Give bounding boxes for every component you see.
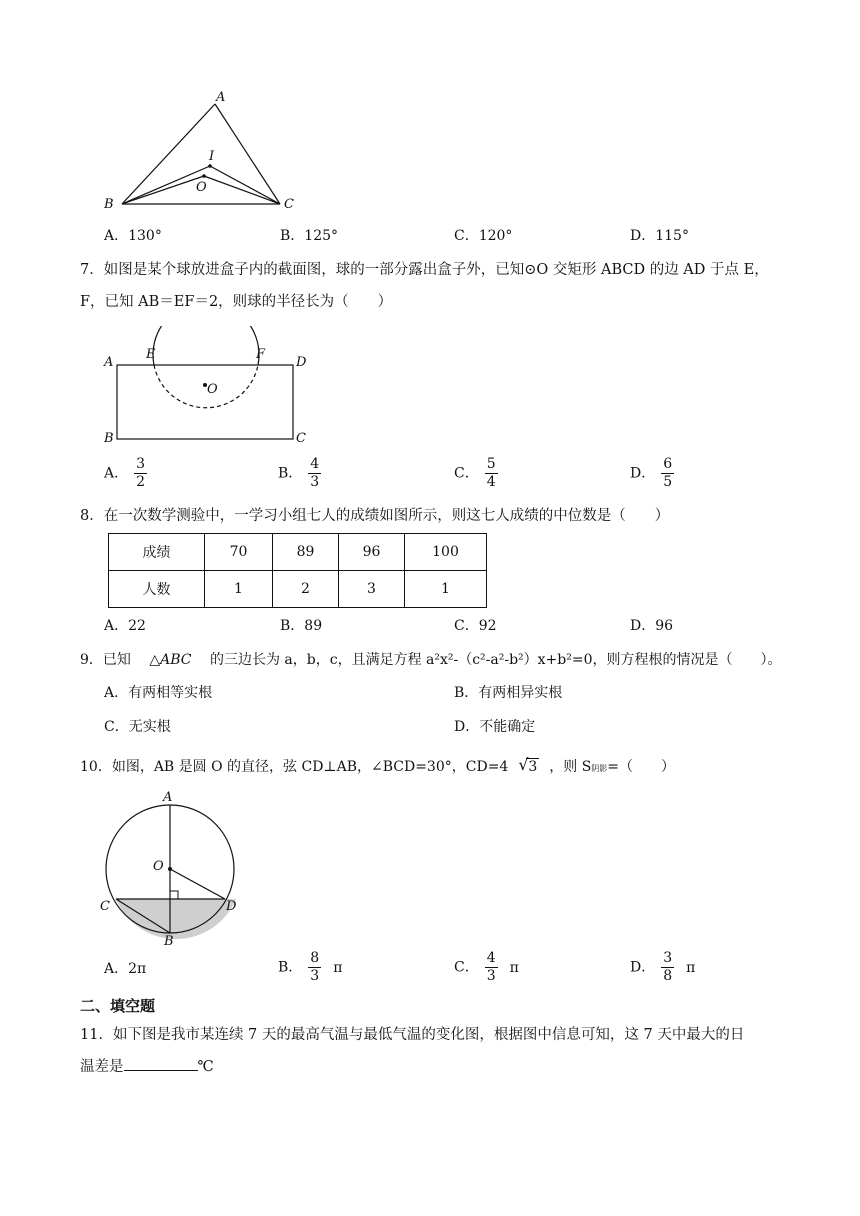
label-D: D <box>296 355 307 370</box>
q10-option-d: D． $\frac{3}{8}$ π <box>630 950 696 984</box>
q9-option-b: B．有两相异实根 <box>454 685 563 701</box>
table-cell: 96 <box>339 534 405 571</box>
table-cell: 1 <box>205 571 273 608</box>
table-cell: 2 <box>273 571 339 608</box>
q8-option-a: A．22 <box>104 618 146 634</box>
q8-option-b: B．89 <box>280 618 323 634</box>
table-cell: 70 <box>205 534 273 571</box>
q7-option-d: D． $\frac{6}{5}$ <box>630 456 673 490</box>
q6-option-c: C．120° <box>454 228 513 244</box>
label-O: O <box>207 382 218 397</box>
table-cell: 人数 <box>109 571 205 608</box>
q6-option-d: D．115° <box>630 228 689 244</box>
table-row <box>109 534 487 571</box>
label-C: C <box>284 197 294 212</box>
q10-option-c: C． $\frac{4}{3}$ π <box>454 950 519 984</box>
circle-figure-q10 <box>96 788 256 948</box>
q11-stem-line1: 11．如下图是我市某连续 7 天的最高气温与最低气温的变化图，根据图中信息可知，这 7 天中最大的日 <box>80 1027 745 1043</box>
q9-option-c: C．无实根 <box>104 719 171 735</box>
q6-option-b: B．125° <box>280 228 339 244</box>
label-O: O <box>153 859 164 874</box>
table-cell: 3 <box>339 571 405 608</box>
label-B: B <box>104 431 114 446</box>
label-O: O <box>196 180 207 195</box>
table-cell: 1 <box>405 571 487 608</box>
label-E: E <box>146 347 156 362</box>
q7-option-b: B． $\frac{4}{3}$ <box>278 456 320 490</box>
label-C: C <box>296 431 306 446</box>
q10-stem: 10．如图，AB 是圆 O 的直径，弦 CD⊥AB，∠BCD=30°，CD=4 √ 3 ，则 S阴影=（ ） <box>80 755 676 775</box>
q10-option-b: B． $\frac{8}{3}$ π <box>278 950 343 984</box>
label-A: A <box>104 355 114 370</box>
q8-option-d: D．96 <box>630 618 674 634</box>
q10-option-a: A．2π <box>104 961 147 977</box>
q7-option-c: C． $\frac{5}{4}$ <box>454 456 496 490</box>
scores-table <box>108 533 487 608</box>
q6-option-a: A．130° <box>104 228 162 244</box>
table-cell: 89 <box>273 534 339 571</box>
q7-stem-line2: F，已知 AB＝EF＝2，则球的半径长为（ ） <box>80 294 393 310</box>
table-cell: 100 <box>405 534 487 571</box>
q11-stem-line2: 温差是 ℃ <box>80 1059 214 1075</box>
box-ball-figure-q7 <box>100 326 320 446</box>
q9-option-d: D．不能确定 <box>454 719 536 735</box>
q7-option-a: A． $\frac{3}{2}$ <box>104 456 146 490</box>
label-B: B <box>164 934 174 948</box>
section-heading: 二、填空题 <box>80 997 156 1015</box>
sqrt-3: √ 3 <box>518 755 538 775</box>
label-A: A <box>163 790 173 805</box>
label-A: A <box>216 90 226 105</box>
q9-stem: 9．已知 △ABC 的三边长为 a，b，c，且满足方程 a²x²-（c²-a²-b²）x+b²=0，则方程根的情况是（ ）。 <box>80 652 782 668</box>
q8-option-c: C．92 <box>454 618 497 634</box>
label-D: D <box>226 899 237 914</box>
answer-blank[interactable] <box>124 1057 198 1071</box>
label-I: I <box>209 149 215 164</box>
label-C: C <box>100 899 110 914</box>
triangle-abc: △ABC <box>149 652 192 668</box>
label-B: B <box>104 197 114 212</box>
q9-option-a: A．有两相等实根 <box>104 685 213 701</box>
q8-stem: 8．在一次数学测验中，一学习小组七人的成绩如图所示，则这七人成绩的中位数是（ ） <box>80 508 670 524</box>
table-cell: 成绩 <box>109 534 205 571</box>
table-row <box>109 571 487 608</box>
label-F: F <box>256 347 266 362</box>
q7-stem-line1: 7．如图是某个球放进盒子内的截面图，球的一部分露出盒子外，已知⊙O 交矩形 ABCD 的边 AD 于点 E， <box>80 262 769 278</box>
triangle-figure-q6 <box>100 88 310 214</box>
